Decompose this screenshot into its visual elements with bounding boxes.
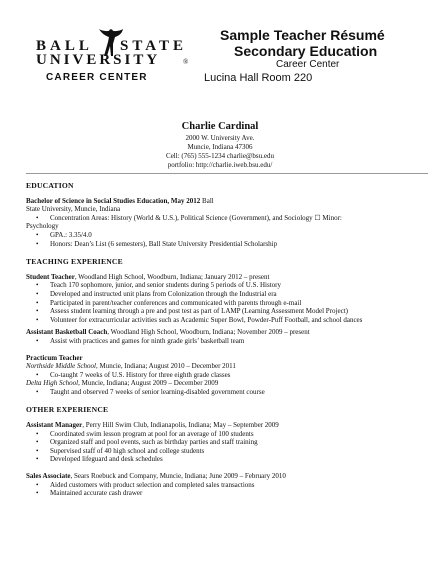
school-line: State University, Muncie, Indiana (26, 205, 121, 214)
list-item: • Developed lifeguard and desk schedules (26, 455, 428, 464)
teaching-heading: TEACHING EXPERIENCE (26, 257, 123, 267)
school-name: Delta High School (26, 379, 79, 388)
job-bullets (26, 281, 428, 324)
job-title: Practicum Teacher (26, 353, 83, 362)
degree-rest: Ball (200, 196, 214, 205)
education-bullets (26, 214, 428, 223)
list-item: • Honors: Dean’s List (6 semesters), Ball State University Presidential Scholarship (26, 240, 428, 249)
minor-continuation: Psychology (26, 222, 59, 231)
job-details: , Sears Roebuck and Company, Muncie, Indiana; June 2009 – February 2010 (70, 472, 286, 481)
job-line (26, 328, 428, 337)
list-item: • Teach 170 sophomore, junior, and senior students during 5 periods of U.S. History (26, 281, 428, 290)
job-line (26, 472, 428, 481)
job-details: , Woodland High School, Woodburn, Indiana; January 2012 – present (74, 272, 270, 281)
job-bullets (26, 388, 428, 397)
list-item: • Volunteer for extracurricular activities such as Academic Super Bowl, Powder-Puff Football, and school dances (26, 316, 428, 325)
list-item: • GPA.: 3.35/4.0 (26, 231, 428, 240)
list-item: • Aided customers with product selection and completed sales transactions (26, 481, 428, 490)
portfolio-line: portfolio: http://charlie.iweb.bsu.edu/ (167, 161, 273, 169)
job-sub-line (26, 362, 428, 371)
job-bullets (26, 371, 428, 380)
other-heading: OTHER EXPERIENCE (26, 405, 109, 415)
school-name: Northside Middle School (26, 362, 96, 371)
job-title: Sales Associate (26, 472, 71, 481)
job-line (26, 273, 428, 282)
title-block (204, 27, 420, 85)
section-divider (26, 173, 428, 174)
candidate-name: Charlie Cardinal (181, 121, 259, 132)
job-details: , Muncie, Indiana; August 2010 – December 2011 (96, 362, 236, 371)
list-item: • Maintained accurate cash drawer (26, 489, 428, 498)
title-line-1: Sample Teacher Résumé (220, 27, 385, 43)
title-line-3: Career Center (276, 59, 340, 70)
logo-registered-mark: ® (183, 58, 189, 66)
job-details: , Woodland High School, Woodburn, Indiana; November 2009 – present (107, 328, 310, 337)
job-line (26, 421, 428, 430)
education-bullets-2 (26, 231, 428, 248)
logo-university: UNIVERSITY (36, 52, 161, 68)
job-title: Student Teacher (26, 272, 75, 281)
ball-state-logo (36, 28, 196, 86)
contact-block (0, 120, 440, 170)
address-line-1: 2000 W. University Ave. (185, 134, 255, 142)
list-item: • Assess student learning through a pre and post test as part of LAMP (Learning Assessment Model Project) (26, 307, 428, 316)
job-sub-line (26, 379, 428, 388)
job-details: , Perry Hill Swim Club, Indianapolis, Indiana; May – September 2009 (82, 421, 279, 430)
job-bullets (26, 430, 428, 464)
logo-career-center: CAREER CENTER (46, 72, 148, 83)
resume-content (26, 182, 428, 498)
list-item: • Organized staff and pool events, such as birthday parties and staff training (26, 438, 428, 447)
list-item: • Coordinated swim lesson program at pool for an average of 100 students (26, 430, 428, 439)
degree-line (26, 197, 428, 206)
logo-ball: BALL (36, 38, 93, 54)
job-bullets (26, 481, 428, 498)
job-details: , Muncie, Indiana; August 2009 – December 2009 (78, 379, 219, 388)
list-item: • Developed and instructed unit plans from Colonization through the Industrial era (26, 290, 428, 299)
title-line-4: Lucina Hall Room 220 (204, 72, 313, 84)
list-item: • Taught and observed 7 weeks of senior learning-disabled government course (26, 388, 428, 397)
job-bullets (26, 337, 428, 346)
education-heading: EDUCATION (26, 181, 74, 190)
list-item: • Concentration Areas: History (World & U.S.), Political Science (Government), and Sociology ☐ Minor: (26, 214, 428, 223)
job-title: Assistant Manager (26, 421, 83, 430)
address-line-2: Muncie, Indiana 47306 (187, 143, 253, 151)
title-line-2: Secondary Education (234, 43, 378, 59)
cell-email-line: Cell: (765) 555-1234 charlie@bsu.edu (166, 152, 274, 160)
list-item: • Participated in parent/teacher conferences and communicated with parents through e-mail (26, 299, 428, 308)
job-title: Assistant Basketball Coach (26, 328, 108, 337)
logo-state: STATE (120, 38, 187, 54)
degree-title: Bachelor of Science in Social Studies Education, May 2012 (26, 196, 201, 205)
list-item: • Supervised staff of 40 high school and college students (26, 447, 428, 456)
list-item: • Co-taught 7 weeks of U.S. History for three eighth grade classes (26, 371, 428, 380)
list-item: • Assist with practices and games for ninth grade girls’ basketball team (26, 337, 428, 346)
